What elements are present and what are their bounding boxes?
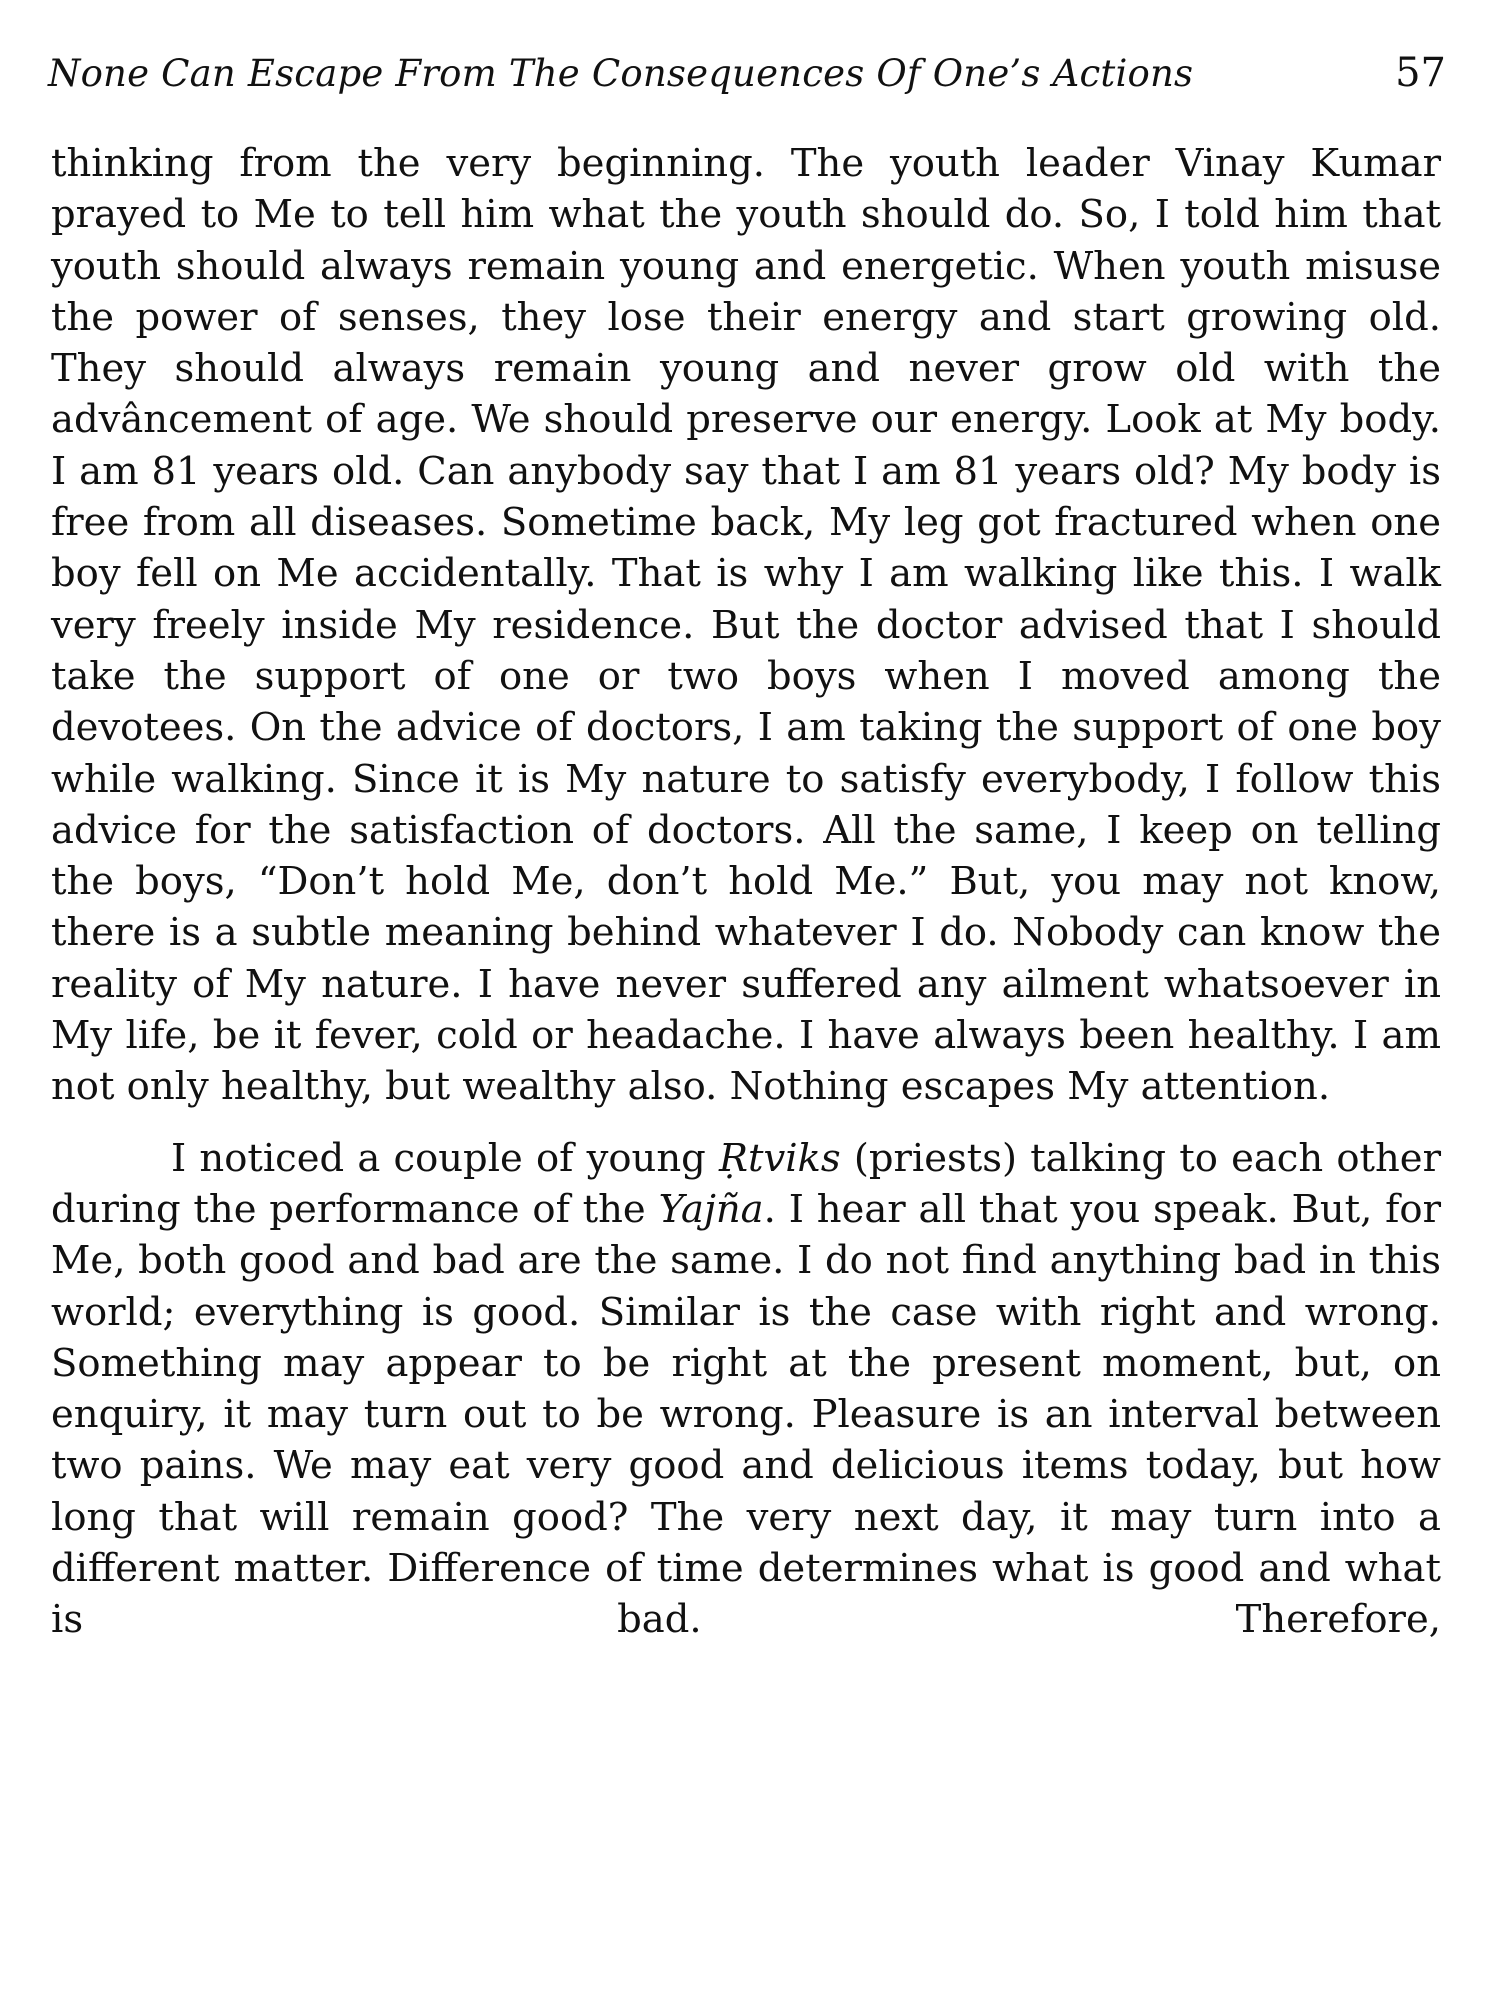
paragraph-2-text-2: (priests) talking to each other during the performance of the: [51, 1135, 1441, 1232]
running-header: [48, 50, 1446, 110]
body-text: [51, 138, 1441, 1646]
paragraph-1: thinking from the very beginning. The youth leader Vinay Kumar prayed to Me to tell him what the youth should do. So, I told him that youth should always remain young and energetic. When youth misuse the power of senses, they lose their energy and start growing old. They should always remain young and never grow old with the advâncement of age. We should preserve our energy. Look at My body. I am 81 years old. Can anybody say that I am 81 years old? My body is free from all diseases. Sometime back, My leg got fractured when one boy fell on Me accidentally. That is why I am walking like this. I walk very freely inside My residence. But the doctor advised that I should take the support of one or two boys when I moved among the devotees. On the advice of doctors, I am taking the support of one boy while walking. Since it is My nature to satisfy everybody, I follow this advice for the satisfaction of doctors. All the same, I keep on telling the boys, “Don’t hold Me, don’t hold Me.” But, you may not know, there is a subtle meaning behind whatever I do. Nobody can know the reality of My nature. I have never suffered any ailment whatsoever in My life, be it fever, cold or headache. I have always been healthy. I am not only healthy, but wealthy also. Nothing escapes My attention.: [51, 141, 1441, 1110]
paragraph-2-text-1: I noticed a couple of young: [171, 1135, 719, 1181]
yajna-term: Yajña: [658, 1186, 764, 1232]
page-number: 57: [1395, 50, 1446, 96]
paragraph-2: [51, 1133, 1441, 1646]
running-title: None Can Escape From The Consequences Of One’s Actions: [48, 52, 1194, 95]
paragraph-2-text-3: . I hear all that you speak. But, for Me, both good and bad are the same. I do not find anything bad in this world; everything is good. Similar is the case with right and wrong. Something may appear to be right at the present moment, but, on enquiry, it may turn out to be wrong. Pleasure is an interval between two pains. We may eat very good and delicious items today, but how long that will remain good? The very next day, it may turn into a different matter. Difference of time determines what is good and what is bad. Therefore,: [51, 1186, 1442, 1643]
rtviks-term: Ṛtviks: [719, 1135, 841, 1181]
